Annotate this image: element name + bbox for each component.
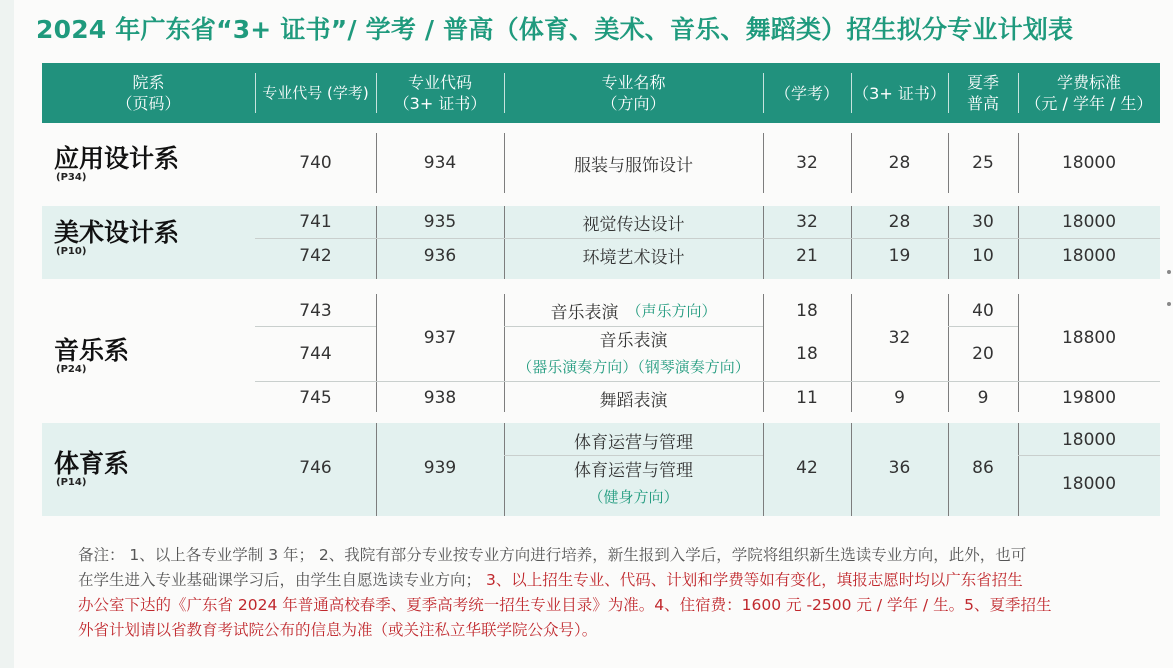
fee-cell: 18000 bbox=[1061, 153, 1117, 173]
header-summer: 夏季 普高 bbox=[966, 73, 999, 113]
header-fee: 学费标准 （元 / 学年 / 生） bbox=[1025, 73, 1153, 113]
xk-count-cell: 21 bbox=[796, 245, 818, 266]
zs-count-cell: 19 bbox=[888, 245, 911, 266]
code-zs-merged-cell: 939 bbox=[423, 458, 457, 478]
department-name: 美术设计系 bbox=[54, 218, 180, 247]
zs-count-merged-cell: 32 bbox=[888, 328, 911, 348]
fee-cell: 19800 bbox=[1061, 388, 1117, 408]
xk-count-cell: 18 bbox=[796, 300, 818, 321]
major-cell: 音乐表演 （器乐演奏方向）（钢琴演奏方向） bbox=[504, 327, 763, 381]
direction-label: （健身方向） bbox=[588, 488, 679, 506]
summer-count-cell: 20 bbox=[972, 344, 994, 364]
code-xk-merged-cell: 746 bbox=[299, 458, 332, 478]
header-major: 专业名称 （方向） bbox=[601, 73, 666, 113]
code-xk-cell: 745 bbox=[299, 388, 332, 408]
summer-count-cell: 30 bbox=[972, 212, 994, 232]
fee-cell: 18000 bbox=[1061, 245, 1117, 266]
note-line: 在学生进入专业基础课学习后，由学生自愿选读专业方向； 3、以上招生专业、代码、计划和学费等如有变化，填报志愿时均以广东省招生 bbox=[78, 571, 1023, 589]
code-xk-cell: 742 bbox=[299, 245, 332, 266]
fee-merged-cell: 18800 bbox=[1061, 328, 1117, 348]
table-header bbox=[42, 63, 1160, 123]
department-name: 应用设计系 bbox=[54, 144, 180, 173]
footnote bbox=[78, 543, 1138, 643]
department-name: 音乐系 bbox=[54, 336, 130, 365]
enrollment-plan-table bbox=[42, 63, 1160, 516]
note-line: 备注： 1、以上各专业学制 3 年； 2、我院有部分专业按专业方向进行培养，新生报到入学后，学院将组织新生选读专业方向，此外，也可 bbox=[78, 546, 1027, 564]
code-zs-cell: 934 bbox=[423, 153, 457, 173]
left-edge-strip bbox=[0, 0, 14, 668]
major-cell: 视觉传达设计 bbox=[582, 214, 685, 235]
summer-count-cell: 25 bbox=[972, 153, 994, 173]
note-line: 外省计划请以省教育考试院公布的信息为准（或关注私立华联学院公众号）。 bbox=[78, 621, 598, 639]
major-cell: 音乐表演 （声乐方向） bbox=[550, 302, 717, 323]
xk-count-cell: 32 bbox=[796, 153, 818, 173]
page-reference: (P10) bbox=[56, 246, 87, 257]
zs-count-cell: 28 bbox=[888, 153, 911, 173]
page-reference: (P14) bbox=[56, 477, 87, 488]
xk-count-cell: 11 bbox=[796, 388, 818, 408]
major-cell: 体育运营与管理 （健身方向） bbox=[504, 456, 763, 512]
major-cell: 舞蹈表演 bbox=[599, 390, 668, 411]
major-cell: 环境艺术设计 bbox=[582, 248, 685, 268]
summer-count-cell: 9 bbox=[977, 388, 989, 408]
summer-count-cell: 10 bbox=[972, 245, 994, 266]
edge-dot-icon bbox=[1167, 302, 1171, 306]
zs-count-cell: 28 bbox=[888, 212, 911, 232]
fee-cell: 18000 bbox=[1061, 474, 1117, 494]
department-name: 体育系 bbox=[54, 449, 130, 478]
zs-count-cell: 9 bbox=[894, 388, 905, 408]
header-code-zs: 专业代码 （3+ 证书） bbox=[393, 73, 487, 113]
page-title: 2024 年广东省“3+ 证书”/ 学考 / 普高（体育、美术、音乐、舞蹈类）招生拟分专业计划表 bbox=[36, 15, 1074, 44]
header-code-xk: 专业代号 (学考) bbox=[262, 83, 369, 102]
header-xk: （学考） bbox=[774, 83, 839, 103]
zs-count-merged-cell: 36 bbox=[888, 458, 911, 478]
xk-count-merged-cell: 42 bbox=[796, 458, 818, 478]
code-zs-merged-cell: 937 bbox=[423, 328, 457, 348]
code-xk-cell: 741 bbox=[299, 212, 332, 232]
direction-label: （声乐方向） bbox=[626, 302, 717, 320]
fee-cell: 18000 bbox=[1061, 212, 1117, 232]
page-reference: (P24) bbox=[56, 364, 87, 375]
header-department: 院系 （页码） bbox=[116, 73, 181, 113]
direction-label: （器乐演奏方向）（钢琴演奏方向） bbox=[517, 358, 750, 376]
note-highlight: 3、以上招生专业、代码、计划和学费等如有变化，填报志愿时均以广东省招生 bbox=[485, 571, 1023, 589]
code-zs-cell: 935 bbox=[423, 212, 457, 232]
code-zs-cell: 938 bbox=[423, 388, 457, 408]
code-xk-cell: 743 bbox=[299, 300, 332, 321]
major-cell: 服装与服饰设计 bbox=[574, 155, 693, 176]
code-xk-cell: 744 bbox=[299, 344, 332, 364]
edge-dot-icon bbox=[1167, 270, 1171, 274]
page-reference: (P34) bbox=[56, 172, 87, 183]
header-zs: （3+ 证书） bbox=[853, 83, 946, 103]
summer-count-merged-cell: 86 bbox=[972, 458, 994, 478]
code-xk-cell: 740 bbox=[299, 153, 332, 173]
xk-count-cell: 32 bbox=[796, 212, 818, 232]
note-line: 办公室下达的《广东省 2024 年普通高校春季、夏季高考统一招生专业目录》为准。4、住宿费：1600 元 -2500 元 / 学年 / 生。5、夏季招生 bbox=[78, 596, 1052, 614]
code-zs-cell: 936 bbox=[423, 245, 457, 266]
summer-count-cell: 40 bbox=[972, 300, 994, 321]
major-cell: 体育运营与管理 bbox=[574, 432, 693, 453]
fee-cell: 18000 bbox=[1061, 430, 1117, 450]
xk-count-cell: 18 bbox=[796, 344, 818, 364]
